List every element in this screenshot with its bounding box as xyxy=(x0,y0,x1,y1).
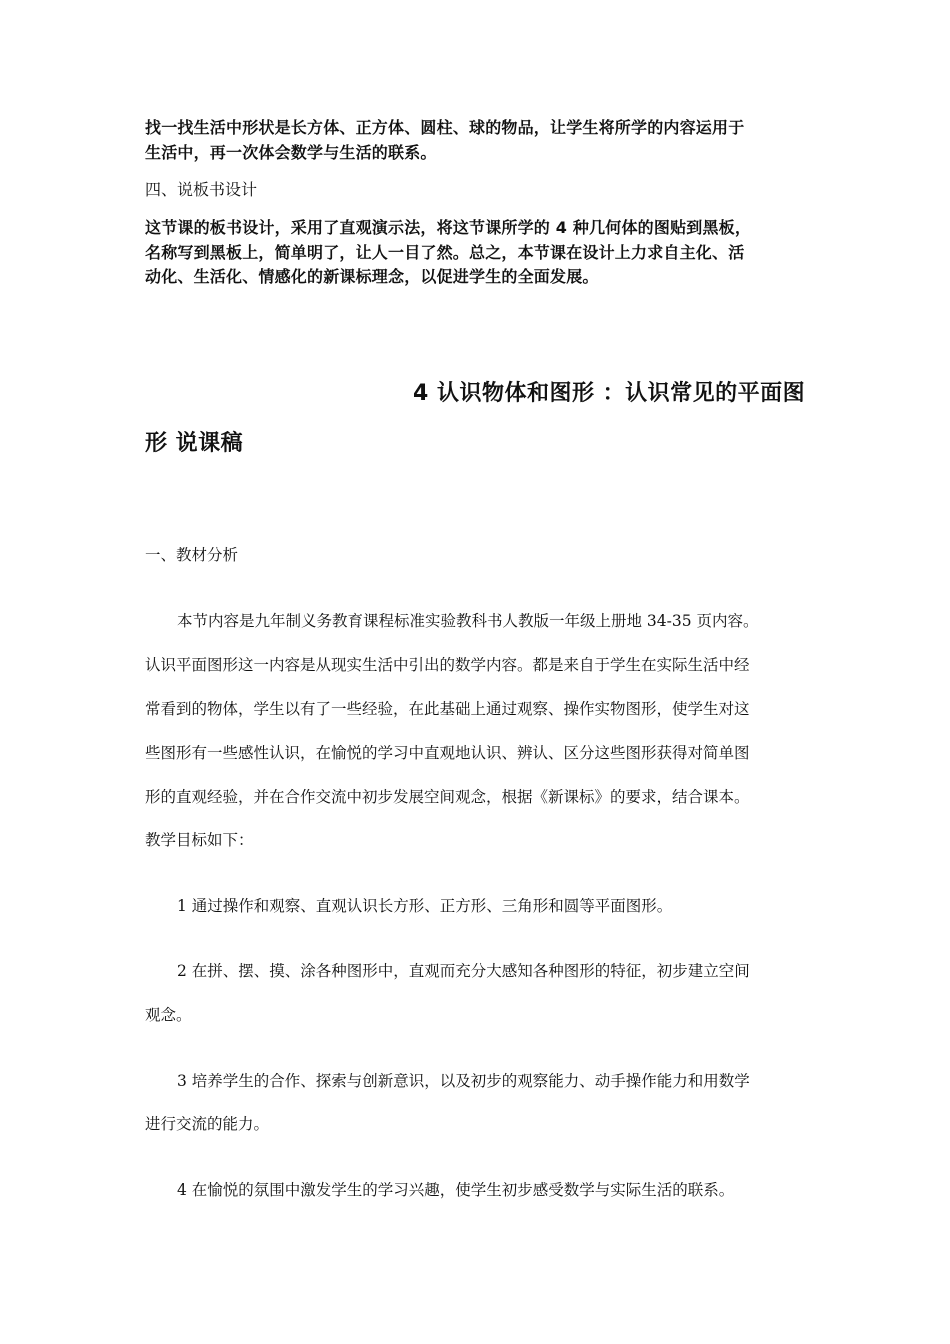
paragraph-line: 名称写到黑板上，简单明了，让人一目了然。总之，本节课在设计上力求自主化、活 xyxy=(145,243,745,262)
paragraph-line: 常看到的物体，学生以有了一些经验，在此基础上通过观察、操作实物图形，使学生对这 xyxy=(145,700,750,718)
document-title: 4 认识物体和图形 ：认识常见的平面图 xyxy=(413,381,806,406)
section-heading: 四、说板书设计 xyxy=(145,180,258,199)
paragraph-line: 形的直观经验，并在合作交流中初步发展空间观念，根据《新课标》的要求，结合课本。 xyxy=(145,788,750,806)
paragraph-line: 这节课的板书设计，采用了直观演示法，将这节课所学的 4 种几何体的图贴到黑板， xyxy=(145,218,752,237)
goal-item-continued: 进行交流的能力。 xyxy=(145,1115,270,1133)
section-heading: 一、教材分析 xyxy=(145,546,239,564)
paragraph-line: 些图形有一些感性认识，在愉悦的学习中直观地认识、辨认、区分这些图形获得对简单图 xyxy=(145,744,750,762)
paragraph-line: 动化、生活化、情感化的新课标理念，以促进学生的全面发展。 xyxy=(145,267,599,286)
goal-item: 3 培养学生的合作、探索与创新意识，以及初步的观察能力、动手操作能力和用数学 xyxy=(177,1072,750,1090)
paragraph-line: 认识平面图形这一内容是从现实生活中引出的数学内容。都是来自于学生在实际生活中经 xyxy=(145,656,750,674)
paragraph-line: 生活中，再一次体会数学与生活的联系。 xyxy=(145,143,437,162)
goal-item-continued: 观念。 xyxy=(145,1006,192,1024)
paragraph-line: 教学目标如下： xyxy=(145,831,254,849)
goal-item: 1 通过操作和观察、直观认识长方形、正方形、三角形和圆等平面图形。 xyxy=(177,897,673,915)
paragraph-line: 本节内容是九年制义务教育课程标准实验教科书人教版一年级上册地 34-35 页内容。 xyxy=(177,612,759,630)
document-title-continued: 形 说课稿 xyxy=(145,431,244,456)
goal-item: 4 在愉悦的氛围中激发学生的学习兴趣，使学生初步感受数学与实际生活的联系。 xyxy=(177,1181,735,1199)
paragraph-line: 找一找生活中形状是长方体、正方体、圆柱、球的物品，让学生将所学的内容运用于 xyxy=(145,118,745,137)
goal-item: 2 在拼、摆、摸、涂各种图形中，直观而充分大感知各种图形的特征，初步建立空间 xyxy=(177,962,750,980)
